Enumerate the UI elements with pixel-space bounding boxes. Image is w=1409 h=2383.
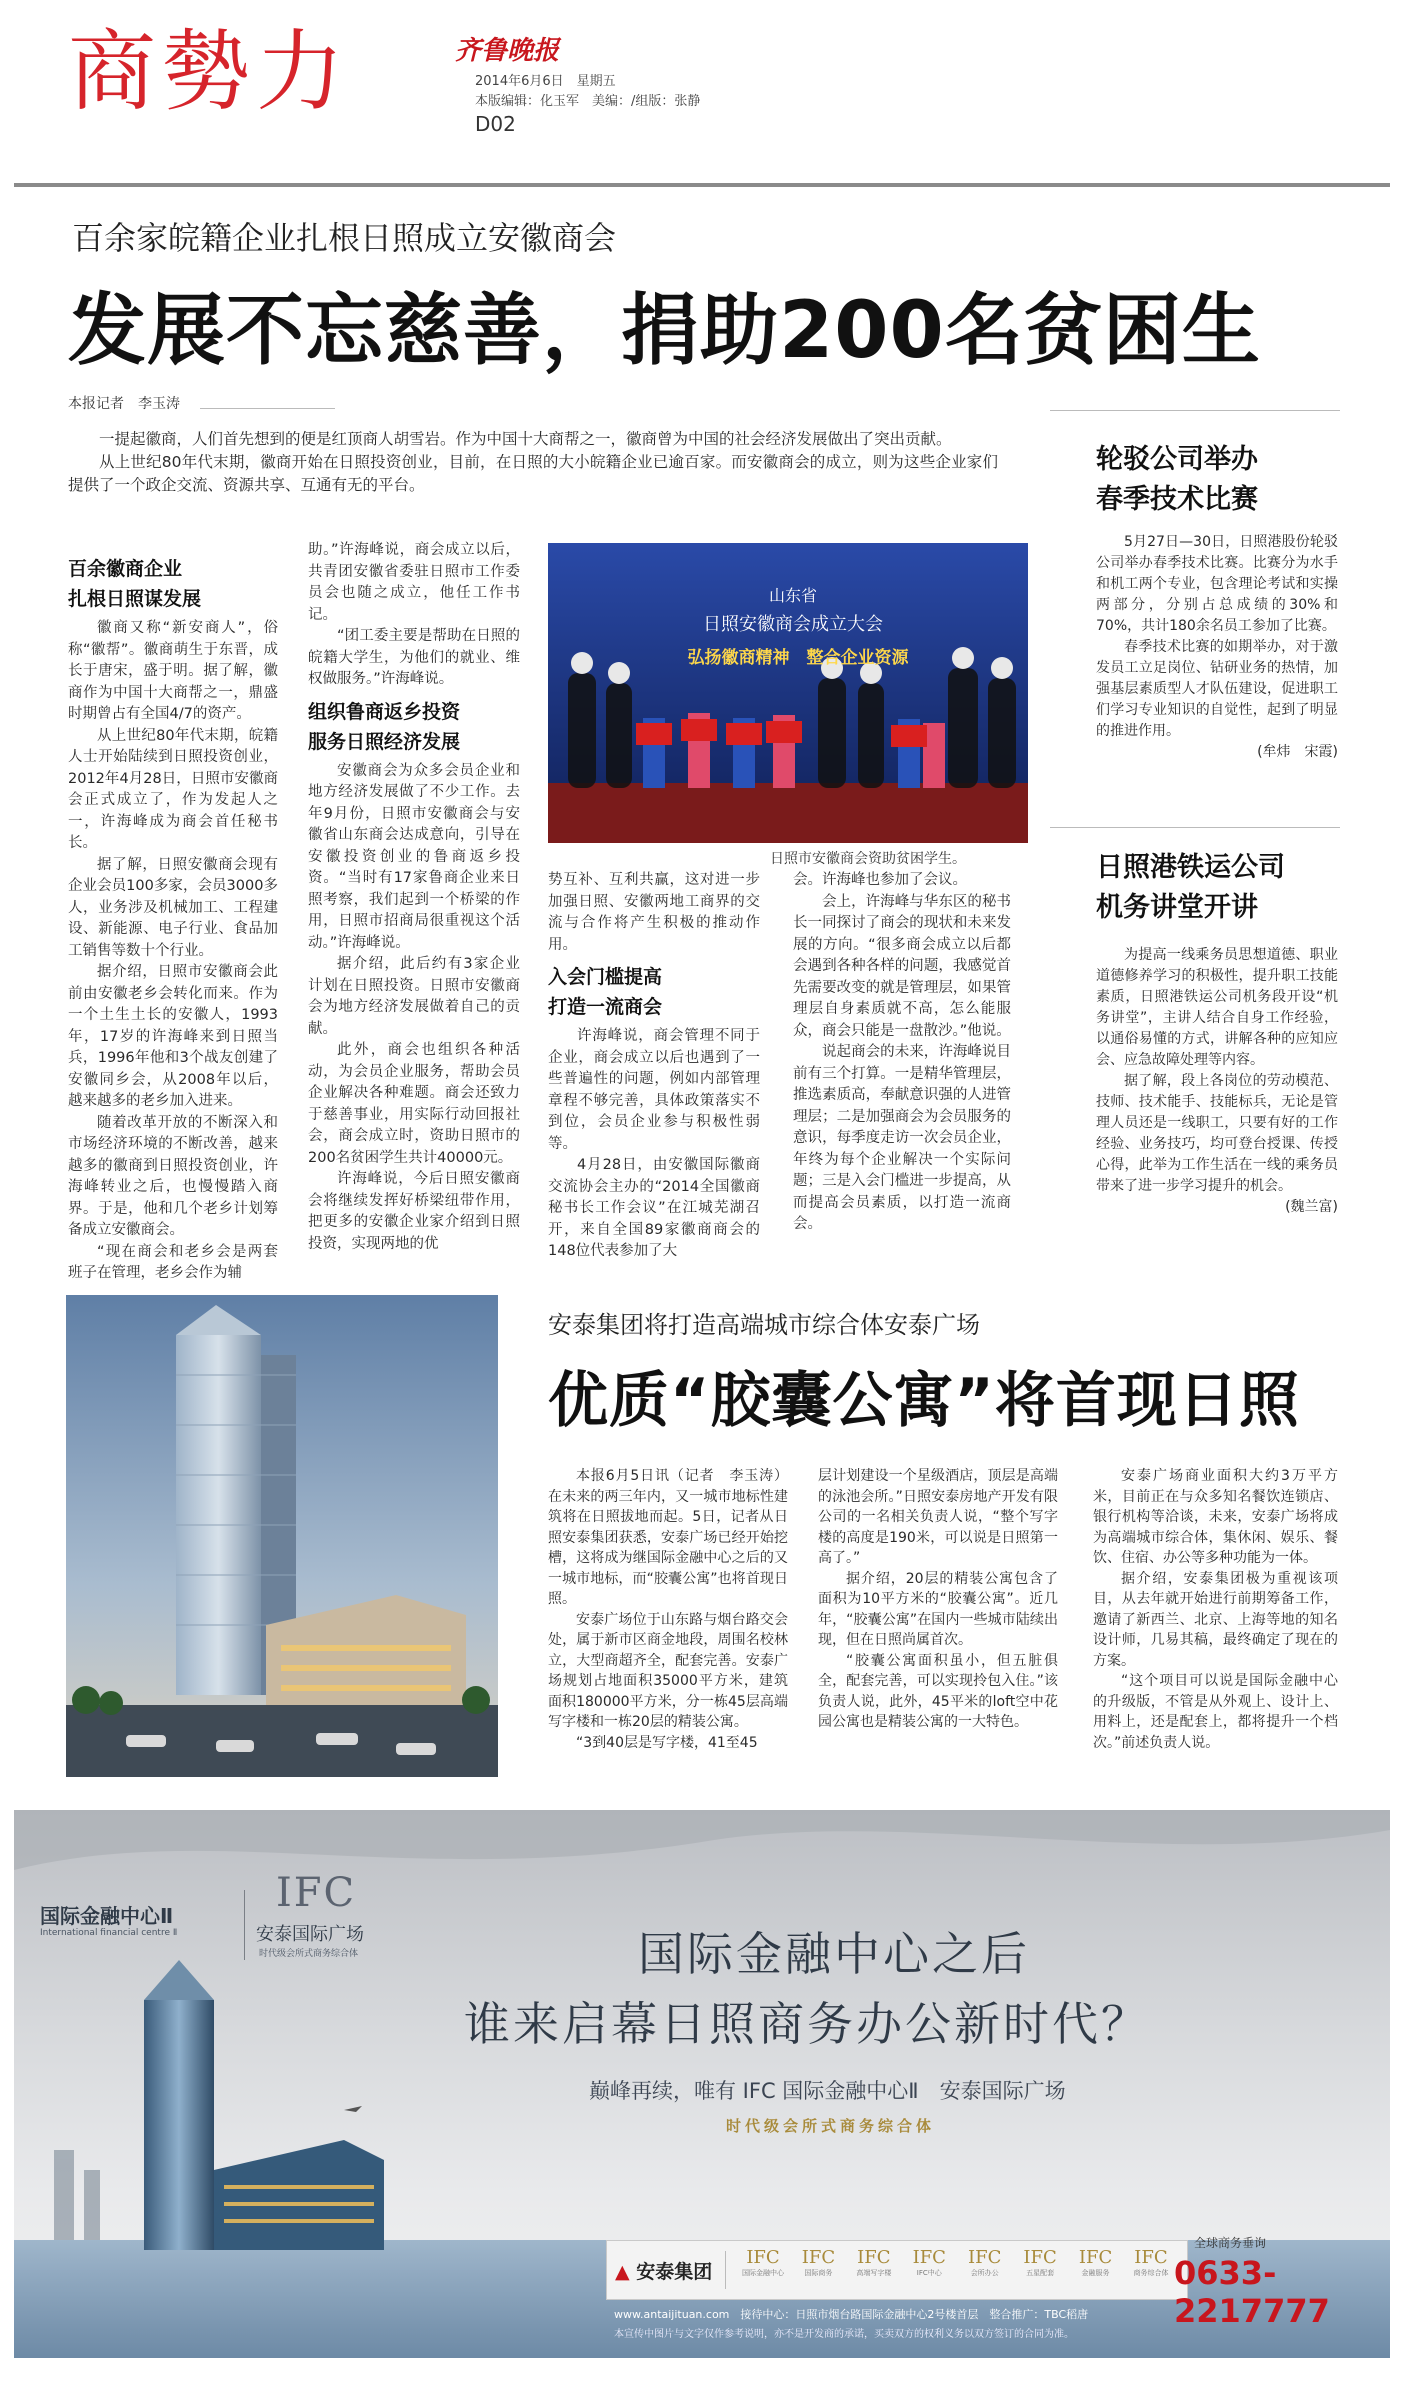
banner-line-1: 山东省: [768, 586, 817, 605]
issue-date: 2014年6月6日 星期五: [475, 74, 616, 89]
second-kicker: 安泰集团将打造高端城市综合体安泰广场: [548, 1311, 980, 1339]
second-column-1: [548, 1466, 788, 1786]
newspaper-logo: 齐鲁晚报: [455, 36, 560, 66]
paragraph: 安泰广场位于山东路与烟台路交会处，属于新市区商金地段，周围名校林立，大型商超齐全，配套完善。安泰广场规划占地面积35000平方米，建筑面积180000平方米，分一栋45层高端写字楼和一栋20层的精装公寓。: [548, 1611, 788, 1730]
paragraph: 为提高一线乘务员思想道德、职业道德修养学习的积极性，提升职工技能素质，日照港铁运公司机务段开设“机务讲堂”，主讲人结合自身工作经验，以通俗易懂的方式，讲解各种的应知应会、应急故障处理等内容。: [1096, 947, 1338, 1068]
antai-group-logo: [615, 2257, 712, 2284]
paragraph: 据介绍，安泰集团极为重视该项目，从去年就开始进行前期筹备工作，邀请了新西兰、北京、上海等地的知名设计师，几易其稿，最终确定了现在的方案。: [1093, 1570, 1338, 1669]
article-column-4: [793, 870, 1011, 1265]
sidebar-story-1-body: [1096, 532, 1338, 817]
paragraph: 本报6月5日讯（记者 李玉涛）在未来的两三年内，又一城市地标性建筑将在日照拔地而起。5日，记者从日照安泰集团获悉，安泰广场已经开始挖槽，这将成为继国际金融中心之后的又一城市地标，而“胶囊公寓”也将首现日照。: [548, 1468, 788, 1607]
banner-line-2: 日照安徽商会成立大会: [703, 614, 883, 635]
editor-credits: 本版编辑：化玉军 美编：/组版：张静: [475, 94, 701, 109]
antai-plaza-logo: 安泰国际广场: [256, 1924, 364, 1945]
signature: (魏兰富): [1285, 1199, 1338, 1215]
sidebar-story-1-title: [1096, 440, 1258, 520]
hotline-phone[interactable]: 0633-2217777: [1174, 2254, 1330, 2330]
title-line: 日照港铁运公司: [1096, 852, 1285, 883]
sidebar-story-2-title: [1096, 848, 1285, 928]
lead-paragraph: 从上世纪80年代末期，徽商开始在日照投资创业，目前，在日照的大小皖籍企业已逾百家。而安徽商会的成立，则为这些企业家们提供了一个政企交流、资源共享、互通有无的平台。: [68, 453, 998, 494]
paragraph: “这个项目可以说是国际金融中心的升级版，不管是从外观上、设计上、用料上，还是配套上，都将提升一个档次。”前述负责人说。: [1093, 1673, 1338, 1751]
byline-rule: [200, 408, 335, 409]
banner-line-3: 弘扬徽商精神 整合企业资源: [687, 648, 909, 668]
main-kicker: 百余家皖籍企业扎根日照成立安徽商会: [72, 219, 617, 257]
hotline-label: 全球商务垂询: [1194, 2236, 1267, 2250]
partner-icon: IFC 商务综合体: [1133, 2247, 1169, 2277]
paragraph: 据介绍，日照市安徽商会此前由安徽老乡会转化而来。作为一个土生土长的安徽人，1993年，17岁的许海峰来到日照当兵，1996年他和3个战友创建了安徽同乡会，从2008年以后，越来越多的老乡加入进来。: [68, 964, 278, 1109]
paragraph: “胶囊公寓面积虽小，但五脏俱全，配套完善，可以实现拎包入住。”该负责人说，此外，45平米的loft空中花园公寓也是精装公寓的一大特色。: [818, 1652, 1058, 1730]
ad-subline: 巅峰再续，唯有 IFC 国际金融中心Ⅱ 安泰国际广场: [589, 2079, 1066, 2103]
strip-divider: [725, 2251, 726, 2289]
article-column-2: [308, 540, 520, 1265]
partner-icon: IFC 金融服务: [1078, 2247, 1113, 2277]
ifc2-logo-sub: International financial centre Ⅱ: [40, 1928, 178, 1938]
section-title: 商勢力: [68, 20, 351, 123]
paragraph: 随着改革开放的不断深入和市场经济环境的不断改善，越来越多的徽商到日照投资创业，许海峰转业之后，也慢慢踏入商界。于是，他和几个老乡计划筹备成立安徽商会。: [68, 1114, 278, 1238]
paragraph: 据介绍，此后约有3家企业计划在日照投资。日照市安徽商会为地方经济发展做着自己的贡献。: [308, 956, 520, 1037]
ad-headline-2: 谁来启幕日照商务办公新时代？: [464, 1997, 1150, 2051]
partner-icon: IFC IFC中心: [912, 2247, 946, 2277]
paragraph: 安徽商会为众多会员企业和地方经济发展做了不少工作。去年9月份，日照市安徽商会与安徽省山东商会达成意向，引导在安徽投资创业的鲁商返乡投资。“当时有17家鲁商企业来日照考察，我们起到一个桥梁的作用，日照市招商局很重视这个活动。”许海峰说。: [308, 762, 520, 951]
paragraph: 从上世纪80年代末期，皖籍人士开始陆续到日照投资创业，2012年4月28日，日照市安徽商会正式成立了，作为发起人之一，许海峰成为商会首任秘书长。: [68, 727, 278, 851]
partner-icon: IFC 五星配套: [1023, 2247, 1057, 2277]
paragraph: 层计划建设一个星级酒店，顶层是高端的泳池会所。”日照安泰房地产开发有限公司的一名相关负责人说，“整个写字楼的高度是190米，可以说是日照第一高了。”: [818, 1468, 1058, 1566]
second-column-3: [1093, 1466, 1338, 1786]
masthead-divider: [14, 183, 1390, 187]
section-heading: 组织鲁商返乡投资: [308, 700, 461, 723]
ad-disclaimer: 本宣传中图片与文字仅作参考说明，亦不是开发商的承诺，买卖双方的权利义务以双方签订的合同为准。: [614, 2329, 1074, 2340]
paragraph: 势互补、互利共赢，这对进一步加强日照、安徽两地工商界的交流与合作将产生积极的推动作用。: [548, 872, 760, 953]
paragraph: 5月27日—30日，日照港股份轮驳公司举办春季技术比赛。比赛分为水手和机工两个专业，包含理论考试和实操两部分，分别占总成绩的30%和70%，共计180余名员工参加了比赛。: [1096, 534, 1338, 634]
second-column-2: [818, 1466, 1058, 1786]
ifc2-logo: 国际金融中心Ⅱ: [40, 1904, 174, 1928]
partner-icon: IFC 国际商务: [801, 2247, 836, 2277]
photo-caption: 日照市安徽商会资助贫困学生。: [770, 851, 966, 867]
article-column-3: [548, 870, 760, 1265]
paragraph: 4月28日，由安徽国际徽商交流协会主办的“2014全国徽商秘书长工作会议”在江城芜湖召开，来自全国89家徽商商会的148位代表参加了大: [548, 1157, 760, 1259]
partner-icon: IFC 国际金融中心: [742, 2247, 784, 2277]
paragraph: 会上，许海峰与华东区的秘书长一同探讨了商会的现状和未来发展的方向。“很多商会成立以后都会遇到各种各样的问题，我感觉首先需要改变的就是管理层，如果管理层自身素质就不高，怎么能服众，商会只能是一盘散沙。”他说。: [793, 893, 1011, 1039]
paragraph: 据介绍，20层的精装公寓包含了面积为10平方米的“胶囊公寓”。近几年，“胶囊公寓”在国内一些城市陆续出现，但在日照尚属首次。: [818, 1570, 1058, 1648]
lead-paragraph: 一提起徽商，人们首先想到的便是红顶商人胡雪岩。作为中国十大商帮之一，徽商曾为中国的社会经济发展做出了突出贡献。: [99, 430, 952, 448]
paragraph: 安泰广场商业面积大约3万平方米，目前正在与众多知名餐饮连锁店、银行机构等洽谈，未来，安泰广场将成为高端城市综合体，集休闲、娱乐、餐饮、住宿、办公等多种功能为一体。: [1093, 1468, 1338, 1566]
ifc-mark-icon: IFC: [276, 1870, 357, 1916]
antai-logo-icon: ▲: [615, 2261, 630, 2283]
paragraph: 据了解，日照安徽商会现有企业会员100多家，会员3000多人，业务涉及机械加工、工程建设、新能源、电子行业、食品加工销售等数十个行业。: [68, 856, 278, 959]
sidebar-top-rule: [1050, 410, 1340, 411]
paragraph: “团工委主要是帮助在日照的皖籍大学生，为他们的就业、维权做服务。”许海峰说。: [308, 628, 520, 687]
page-number: D02: [475, 112, 516, 136]
paragraph: 许海峰说，今后日照安徽商会将继续发挥好桥梁纽带作用，把更多的安徽企业家介绍到日照投资，实现两地的优: [308, 1171, 520, 1252]
signature: (牟炜 宋霞): [1257, 744, 1338, 760]
section-heading: 服务日照经济发展: [308, 730, 461, 753]
main-headline: 发展不忘慈善，捐助200名贫困生: [68, 286, 1261, 376]
antai-plaza-sub: 时代级会所式商务综合体: [259, 1949, 359, 1959]
logo-divider: [244, 1890, 245, 1960]
paragraph: 春季技术比赛的如期举办，对于激发员工立足岗位、钻研业务的热情，加强基层素质型人才队伍建设，促进职工们学习专业知识的自觉性，起到了明显的推进作用。: [1096, 639, 1338, 739]
ad-footer: www.antaijituan.com 接待中心：日照市烟台路国际金融中心2号楼首层 整合推广：TBC稻唐: [614, 2308, 1089, 2321]
brand-name: 安泰集团: [636, 2261, 713, 2283]
brand-strip: [606, 2240, 1188, 2300]
sidebar-story-2-body: [1096, 945, 1338, 1267]
partner-icon: IFC 会所办公: [968, 2247, 1002, 2277]
paragraph: 助。”许海峰说，商会成立以后，共青团安徽省委驻日照市工作委员会也随之成立，他任工作书记。: [308, 542, 520, 623]
section-heading: 打造一流商会: [548, 996, 663, 1018]
byline: 本报记者 李玉涛: [68, 396, 180, 412]
paragraph: 徽商又称“新安商人”，俗称“徽帮”。徽商萌生于东晋，成长于唐宋，盛于明。据了解，徽商作为中国十大商帮之一，鼎盛时期曾占有全国4/7的资产。: [68, 620, 278, 722]
building-rendering: [66, 1295, 498, 1777]
ad-headline-1: 国际金融中心之后: [638, 1927, 1030, 1981]
event-photo: [548, 543, 1028, 843]
paragraph: “现在商会和老乡会是两套班子在管理，老乡会作为辅: [68, 1243, 278, 1281]
title-line: 轮驳公司举办: [1096, 444, 1258, 475]
lead-paragraphs: [68, 428, 998, 497]
section-heading: 入会门槛提高: [548, 966, 663, 988]
section-heading: 扎根日照谋发展: [68, 588, 202, 610]
ad-tagline: 时代级会所式商务综合体: [726, 2117, 936, 2135]
partner-icons: [737, 2247, 1177, 2278]
paragraph: 据了解，段上各岗位的劳动模范、技师、技术能手、技能标兵，无论是管理人员还是一线职工，只要有好的工作经验、业务技巧，均可登台授课、传授心得，此举为工作生活在一线的乘务员带来了进一步学习提升的机会。: [1096, 1073, 1338, 1194]
paragraph: 此外，商会也组织各种活动，为会员企业服务，帮助会员企业解决各种难题。商会还致力于慈善事业，用实际行动回报社会，商会成立时，资助日照市的200名贫困学生共计40000元。: [308, 1042, 520, 1166]
ifc-advertisement: [14, 1810, 1390, 2358]
title-line: 机务讲堂开讲: [1096, 892, 1258, 923]
article-column-1: [68, 548, 278, 1281]
second-headline: 优质“胶囊公寓”将首现日照: [548, 1366, 1300, 1436]
section-heading: 百余徽商企业: [68, 558, 183, 580]
paragraph: 许海峰说，商会管理不同于企业，商会成立以后也遇到了一些普遍性的问题，例如内部管理章程不够完善，具体政策落实不到位，会员企业参与积极性弱等。: [548, 1028, 760, 1152]
paragraph: 说起商会的未来，许海峰说目前有三个打算。一是精华管理层，推选素质高，奉献意识强的人进管理层；二是加强商会为会员服务的意识，每季度走访一次会员企业，年终为每个企业解决一个实际问题；三是入会门槛进一步提高，从而提高会员素质，以打造一流商会。: [793, 1044, 1011, 1232]
paragraph: “3到40层是写字楼，41至45: [576, 1734, 758, 1751]
title-line: 春季技术比赛: [1096, 484, 1258, 515]
partner-icon: IFC 高端写字楼: [856, 2247, 892, 2277]
sidebar-mid-rule: [1050, 827, 1340, 828]
paragraph: 会。许海峰也参加了会议。: [793, 872, 967, 888]
